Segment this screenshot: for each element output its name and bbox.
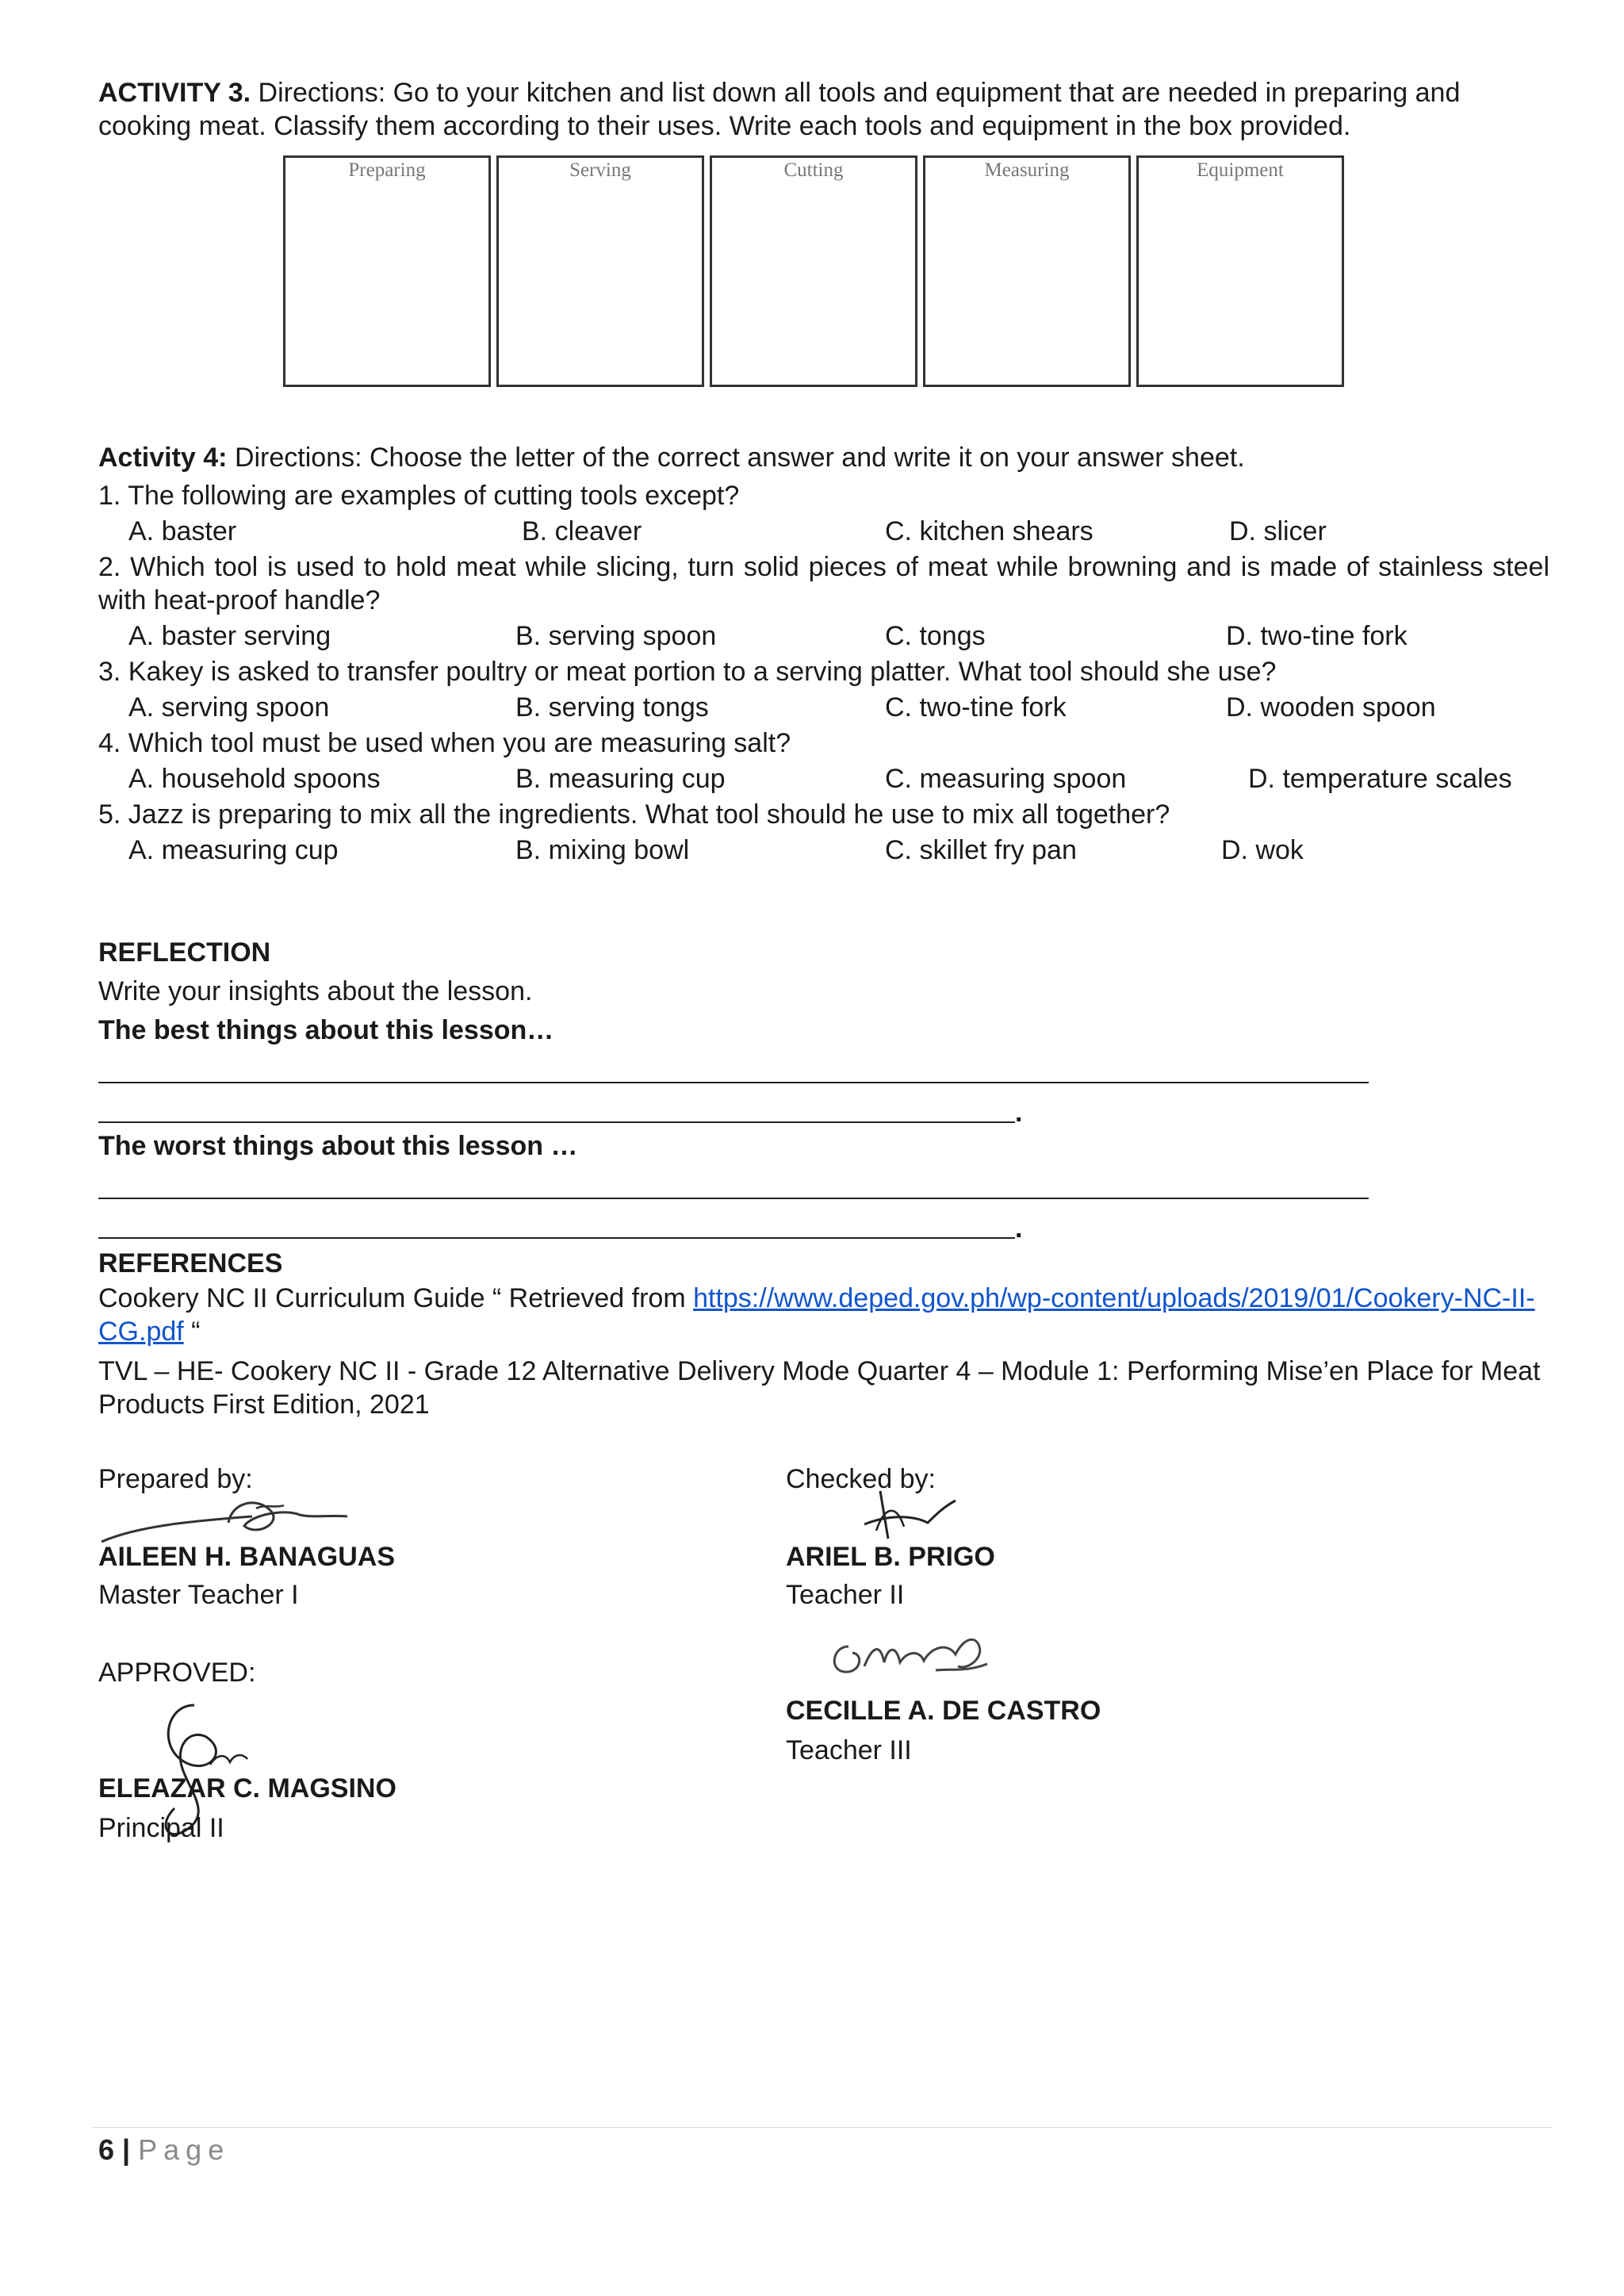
option-d: D. slicer	[1229, 516, 1327, 546]
option-a: A. baster	[128, 516, 237, 546]
option-b: B. serving tongs	[515, 692, 709, 723]
option-b: B. mixing bowl	[515, 835, 690, 865]
activity-4	[98, 441, 1549, 869]
answer-line	[98, 1082, 1369, 1083]
box-measuring: Measuring	[923, 155, 1131, 387]
activity-4-directions	[98, 441, 1549, 474]
approved-by-name: ELEAZAR C. MAGSINO	[98, 1773, 396, 1803]
checked-by-name: ARIEL B. PRIGO	[786, 1542, 995, 1572]
activity-3-label: ACTIVITY 3.	[98, 78, 251, 108]
question-4-options	[98, 760, 1549, 798]
question-2-options	[98, 617, 1549, 655]
prepared-by-name: AILEEN H. BANAGUAS	[98, 1542, 396, 1572]
prepared-by-title: Master Teacher I	[98, 1580, 299, 1610]
line-period: .	[1015, 1213, 1023, 1244]
signature-de-castro	[817, 1623, 1007, 1694]
activity-4-text: Directions: Choose the letter of the correct answer and write it on your answer sheet.	[227, 443, 1245, 473]
option-c: C. tongs	[885, 621, 986, 651]
box-cutting: Cutting	[710, 155, 917, 387]
reference-1-prefix: Cookery NC II Curriculum Guide “ Retrieved from	[98, 1283, 694, 1313]
reflection-instruction: Write your insights about the lesson.	[98, 976, 533, 1006]
checked-by-title: Teacher II	[786, 1580, 905, 1610]
best-things-prompt: The best things about this lesson…	[98, 1015, 554, 1045]
signature-prigo	[841, 1483, 975, 1547]
activity-3	[98, 76, 1549, 143]
option-d: D. wooden spoon	[1226, 692, 1436, 723]
option-c: C. kitchen shears	[885, 516, 1094, 546]
option-d: D. wok	[1221, 835, 1304, 865]
question-5: 5. Jazz is preparing to mix all the ingredients. What tool should he use to mix all together?	[98, 799, 1170, 830]
line-period: .	[1015, 1098, 1023, 1128]
references-section	[98, 1245, 1549, 1421]
footer-divider	[92, 2127, 1553, 2128]
question-1-options	[98, 512, 1549, 550]
option-a: A. serving spoon	[128, 692, 330, 723]
question-4: 4. Which tool must be used when you are measuring salt?	[98, 728, 791, 758]
option-d: D. temperature scales	[1248, 764, 1512, 794]
signature-banaguas	[94, 1477, 355, 1548]
classification-boxes	[283, 155, 1344, 387]
worst-things-prompt: The worst things about this lesson …	[98, 1131, 578, 1161]
question-3-options	[98, 688, 1549, 726]
option-c: C. skillet fry pan	[885, 835, 1077, 865]
reference-1-suffix: “	[183, 1317, 201, 1347]
option-b: B. cleaver	[522, 516, 642, 546]
box-serving: Serving	[496, 155, 704, 387]
question-3: 3. Kakey is asked to transfer poultry or meat portion to a serving platter. What tool should she use?	[98, 657, 1277, 687]
box-equipment: Equipment	[1136, 155, 1344, 387]
question-2: 2. Which tool is used to hold meat while slicing, turn solid pieces of meat while browning and is made of stainless steel with heat-proof handle?	[98, 552, 1549, 615]
option-b: B. serving spoon	[515, 621, 717, 651]
option-d: D. two-tine fork	[1226, 621, 1408, 651]
page-number: 6	[98, 2133, 115, 2166]
activity-3-text: Directions: Go to your kitchen and list down all tools and equipment that are needed in preparing and cooking meat. Classify them according to their uses. Write each tools and equipment in the box provided.	[98, 78, 1461, 141]
answer-line	[98, 1198, 1369, 1199]
answer-line	[98, 1121, 1015, 1123]
reflection-section	[98, 934, 1549, 1048]
option-b: B. measuring cup	[515, 764, 726, 794]
question-5-options	[98, 831, 1549, 869]
option-c: C. measuring spoon	[885, 764, 1127, 794]
box-preparing: Preparing	[283, 155, 491, 387]
question-1: 1. The following are examples of cutting tools except?	[98, 481, 740, 511]
option-c: C. two-tine fork	[885, 692, 1067, 723]
approved-label: APPROVED:	[98, 1658, 256, 1688]
references-heading: REFERENCES	[98, 1248, 283, 1278]
page-word: Page	[138, 2133, 231, 2166]
reflection-heading: REFLECTION	[98, 937, 271, 968]
activity-4-label: Activity 4:	[98, 443, 228, 473]
approved-by-title: Principal II	[98, 1813, 224, 1843]
footer-separator: |	[122, 2133, 131, 2166]
checked-by-title-2: Teacher III	[786, 1735, 912, 1765]
option-a: A. household spoons	[128, 764, 381, 794]
option-a: A. measuring cup	[128, 835, 339, 865]
checked-by-label: Checked by:	[786, 1464, 936, 1494]
activity-3-directions	[98, 76, 1549, 143]
checked-by-name-2: CECILLE A. DE CASTRO	[786, 1696, 1101, 1726]
answer-line	[98, 1237, 1015, 1239]
reference-1	[98, 1282, 1549, 1348]
reference-2: TVL – HE- Cookery NC II - Grade 12 Alternative Delivery Mode Quarter 4 – Module 1: Performing Mise’en Place for Meat Products First Edition, 2021	[98, 1356, 1541, 1420]
prepared-by-label: Prepared by:	[98, 1464, 253, 1494]
option-a: A. baster serving	[128, 621, 331, 651]
curriculum-guide-link[interactable]: https://www.deped.gov.ph/wp-content/uploads/2019/01/Cookery-NC-II-CG.pdf	[98, 1283, 1535, 1347]
page-footer	[98, 2133, 230, 2167]
